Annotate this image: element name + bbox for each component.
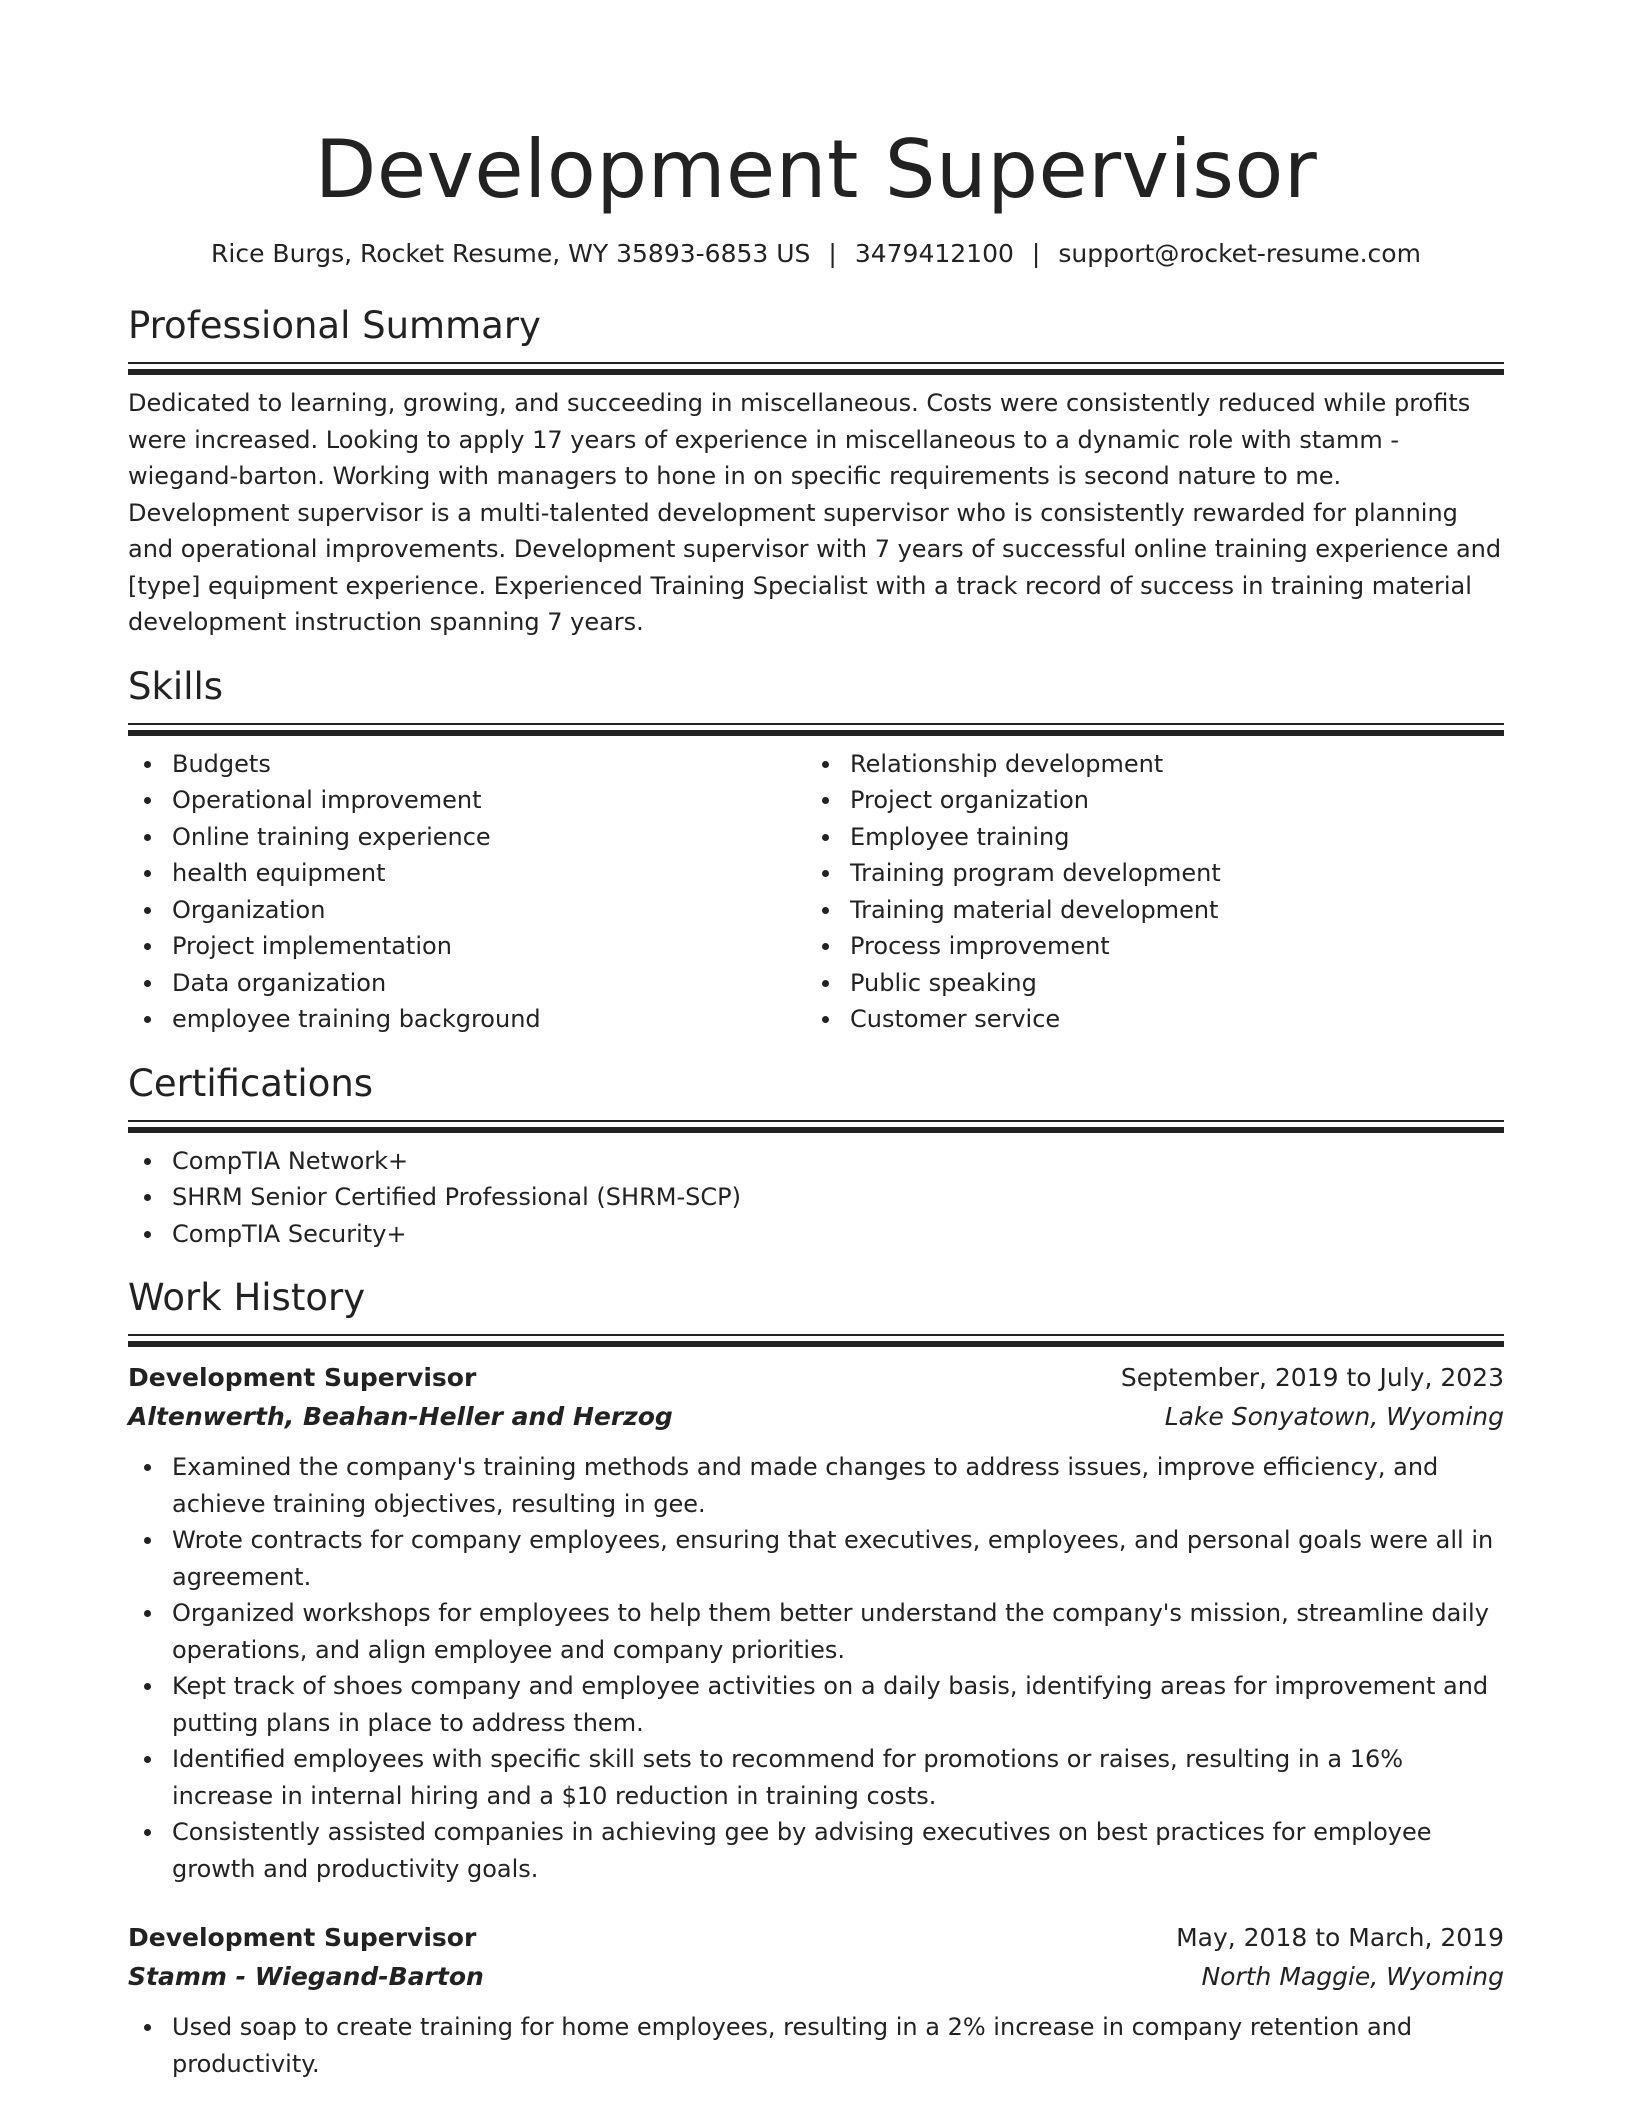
contact-separator: | [828,239,837,268]
contact-address: Rice Burgs, Rocket Resume, WY 35893-6853 US [211,239,811,268]
section-divider [128,1120,1504,1133]
job-company: Altenwerth, Beahan-Heller and Herzog [128,1402,673,1431]
work-history-title: Work History [128,1276,366,1319]
skill-item: Operational improvement [128,782,806,819]
job-title: Development Supervisor [128,1363,477,1392]
job-bullet: Wrote contracts for company employees, ensuring that executives, employees, and personal goals were all in agreement. [128,1522,1504,1595]
skill-item: Training material development [806,892,1484,929]
certification-item: SHRM Senior Certified Professional (SHRM-SCP) [128,1179,1504,1216]
skill-item: Data organization [128,965,806,1002]
certifications-list [128,1143,1504,1253]
contact-line [128,236,1504,272]
section-divider [128,1334,1504,1347]
certifications-section [128,1060,1504,1253]
job-entry [128,1919,1504,2082]
skills-section [128,663,1504,1038]
job-location: North Maggie, Wyoming [1201,1962,1504,1991]
job-entry [128,1359,1504,1887]
skill-item: Process improvement [806,928,1484,965]
skill-item: Public speaking [806,965,1484,1002]
skill-item: health equipment [128,855,806,892]
certification-item: CompTIA Network+ [128,1143,1504,1180]
skill-item: Employee training [806,819,1484,856]
job-bullet: Organized workshops for employees to help them better understand the company's mission, streamline daily operations, and align employee and company priorities. [128,1595,1504,1668]
job-bullet: Identified employees with specific skill sets to recommend for promotions or raises, resulting in a 16% increase in internal hiring and a $10 reduction in training costs. [128,1741,1504,1814]
certification-item: CompTIA Security+ [128,1216,1504,1253]
job-subheader [128,1397,1504,1437]
skills-columns [128,746,1504,1038]
skill-item: Organization [128,892,806,929]
work-history-section [128,1274,1504,2082]
summary-text: Dedicated to learning, growing, and succeeding in miscellaneous. Costs were consistently reduced while profits were increased. Looking to apply 17 years of experience in miscellaneous to a dynamic role with stamm - wiegand-barton. Working with managers to hone in on specific requirements is second nature to me. Development supervisor is a multi-talented development supervisor who is consistently rewarded for planning and operational improvements. Development supervisor with 7 years of successful online training experience and [type] equipment experience. Experienced Training Specialist with a track record of success in training material development instruction spanning 7 years. [128,389,1502,636]
job-bullet: Kept track of shoes company and employee activities on a daily basis, identifying areas for improvement and putting plans in place to address them. [128,1668,1504,1741]
skill-item: employee training background [128,1001,806,1038]
job-location: Lake Sonyatown, Wyoming [1164,1402,1504,1431]
skill-item: Project organization [806,782,1484,819]
certifications-title: Certifications [128,1061,374,1105]
job-company: Stamm - Wiegand-Barton [128,1962,484,1991]
contact-separator: | [1031,239,1041,268]
job-subheader [128,1957,1504,1997]
job-bullets [128,2009,1504,2082]
skill-item: Online training experience [128,819,806,856]
skills-right-list [806,746,1484,1038]
skills-title: Skills [128,664,224,708]
skill-item: Budgets [128,746,806,783]
skill-item: Relationship development [806,746,1484,783]
job-header [128,1359,1504,1397]
skill-item: Project implementation [128,928,806,965]
skills-left-list [128,746,806,1038]
job-dates: September, 2019 to July, 2023 [1120,1363,1504,1392]
job-bullet: Examined the company's training methods and made changes to address issues, improve efficiency, and achieve training objectives, resulting in gee. [128,1449,1504,1522]
skill-item: Training program development [806,855,1484,892]
contact-email[interactable]: support@rocket-resume.com [1058,239,1421,268]
job-bullet: Consistently assisted companies in achieving gee by advising executives on best practices for employee growth and productivity goals. [128,1814,1504,1887]
skill-item: Customer service [806,1001,1484,1038]
job-bullets [128,1449,1504,1887]
job-bullet: Used soap to create training for home employees, resulting in a 2% increase in company retention and productivity. [128,2009,1504,2082]
contact-phone: 3479412100 [854,239,1014,268]
job-header [128,1919,1504,1957]
section-divider [128,362,1504,375]
job-title: Development Supervisor [128,1923,477,1952]
resume-name: Development Supervisor [314,123,1318,216]
summary-section [128,302,1504,641]
job-dates: May, 2018 to March, 2019 [1176,1923,1504,1952]
summary-title: Professional Summary [128,304,541,347]
section-divider [128,723,1504,736]
